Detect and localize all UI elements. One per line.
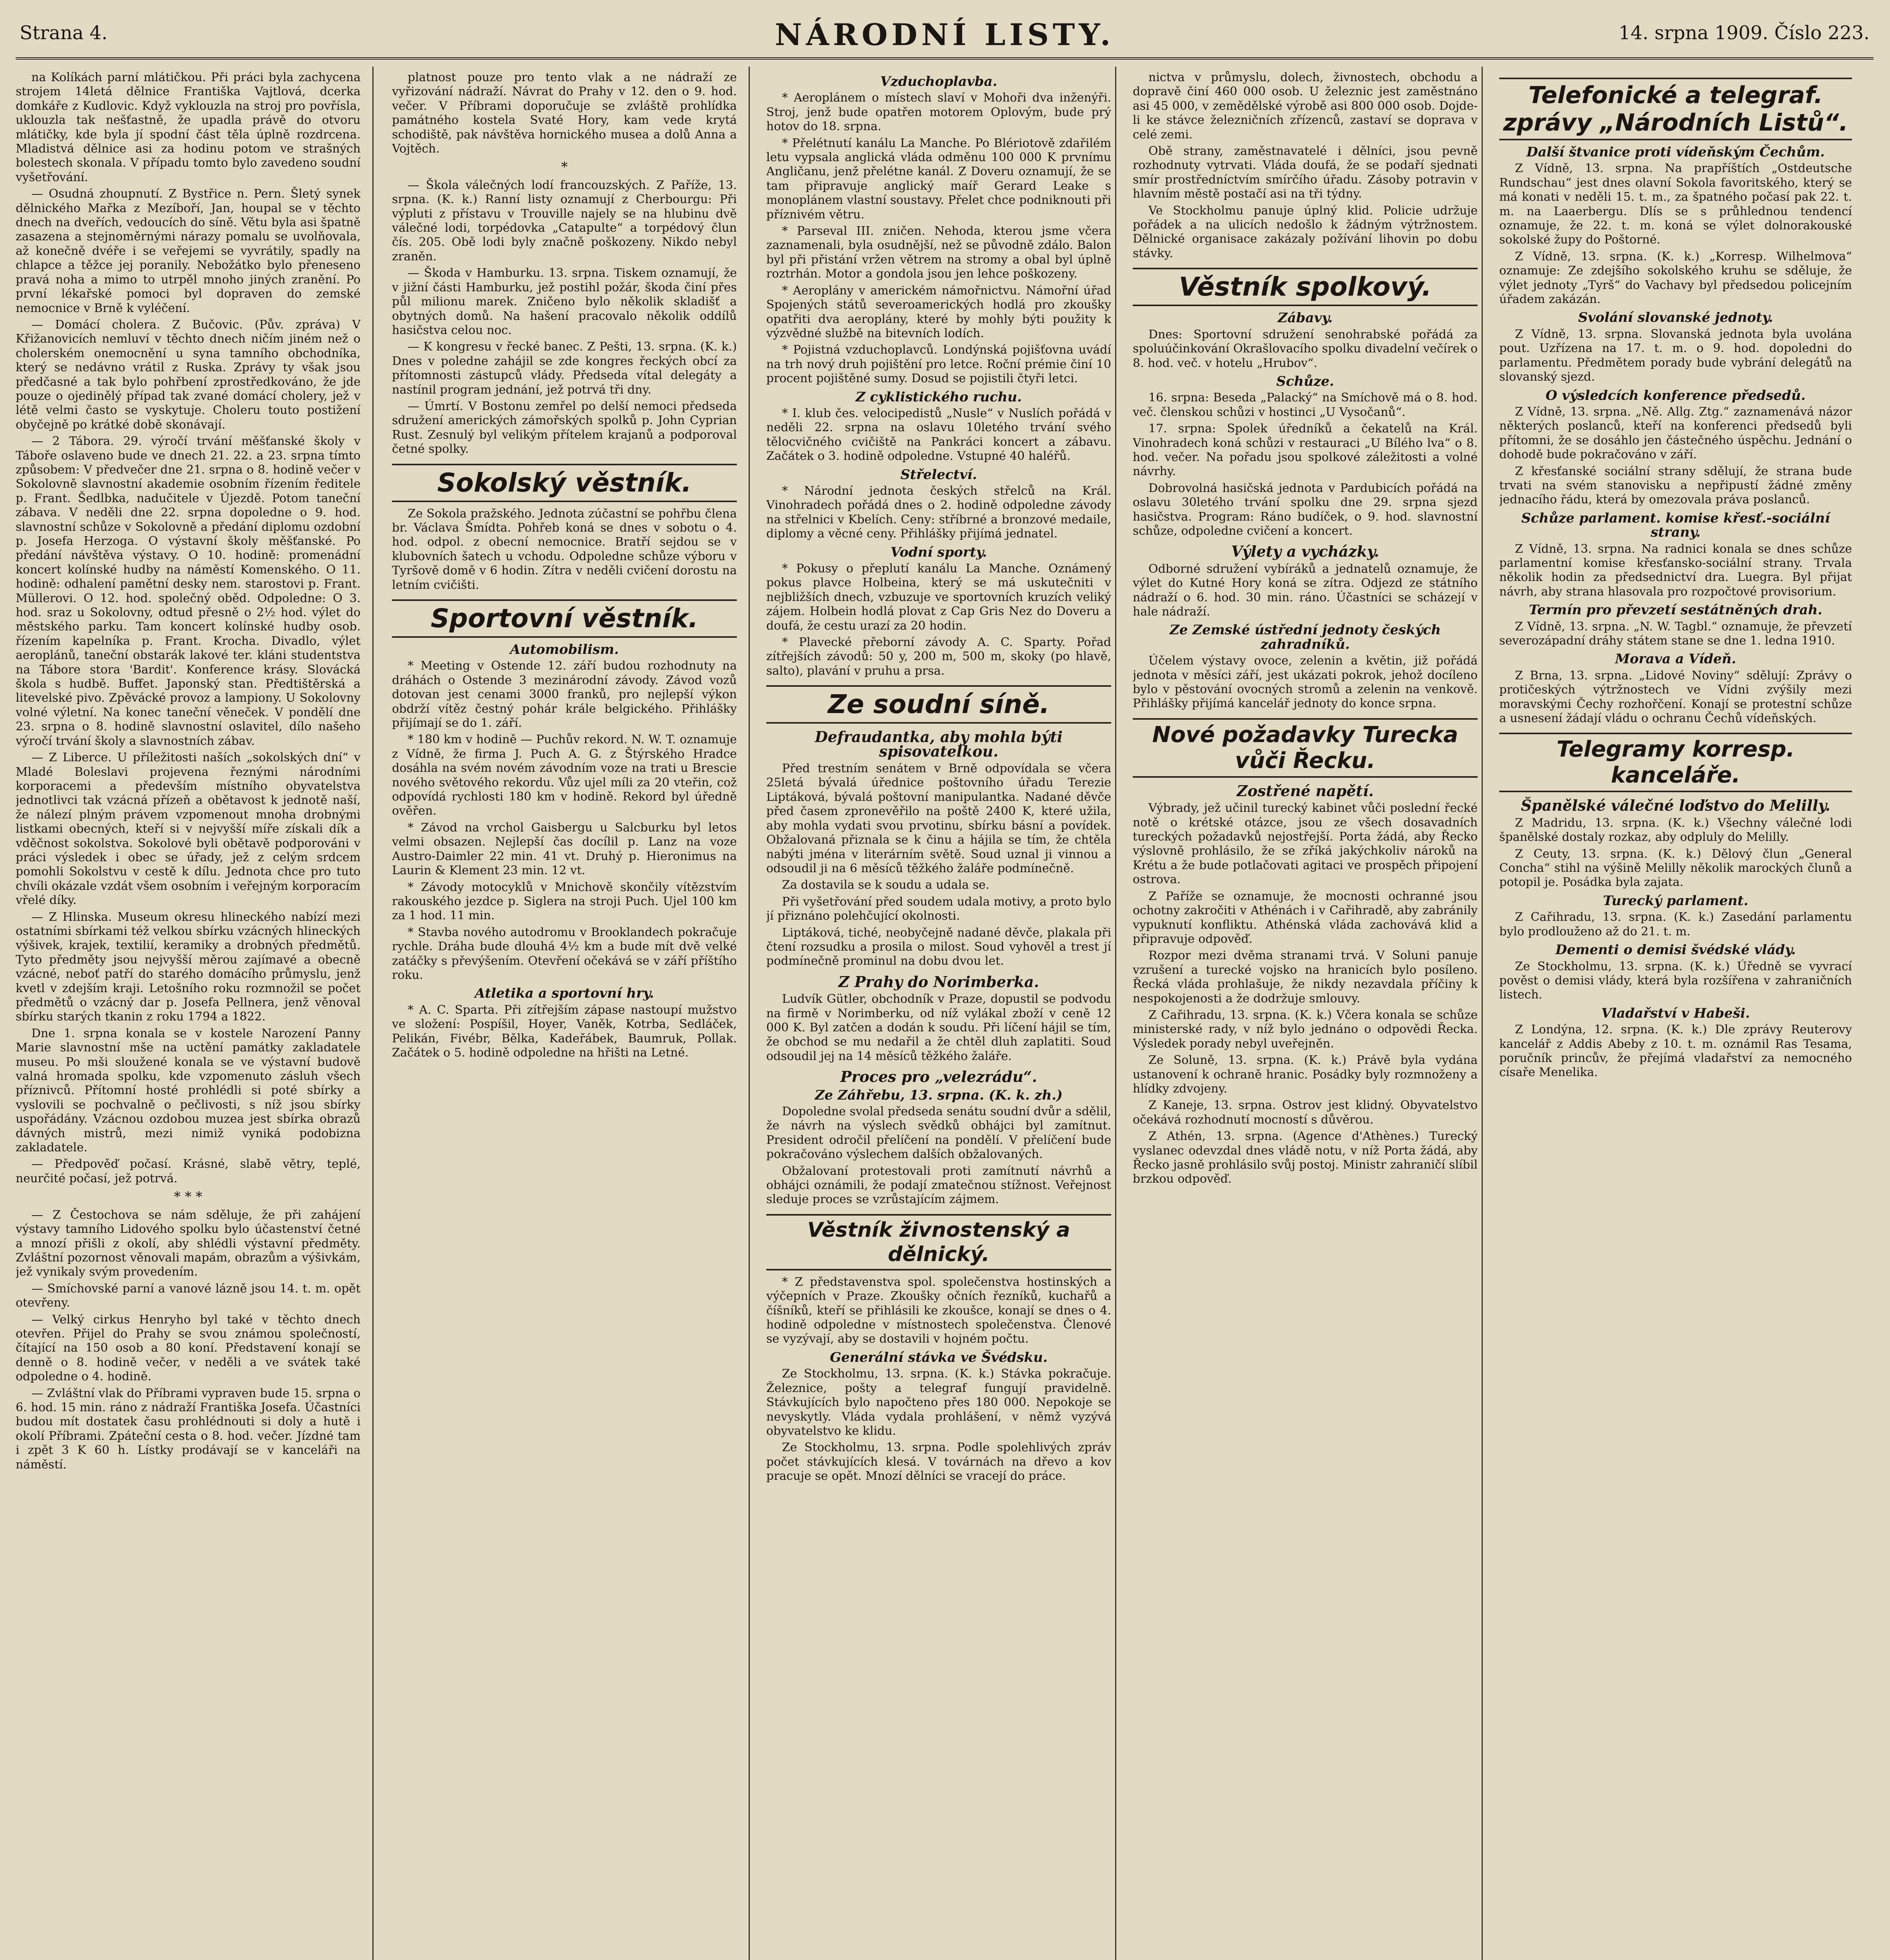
subsection-title: Atletika a sportovní hry. — [475, 985, 654, 1002]
article-paragraph: * Meeting v Ostende 12. září budou rozhodnuty na dráhách o Ostende 3 mezinárodní závody. Závod vozů dotovan jest cenami 3000 franků, pro nejlepší výkon obdrží vítěz čestný pohár krále belgického. Přihlášky přijímají se do 1. září. — [392, 659, 737, 730]
article-paragraph: Z Vídně, 13. srpna. „Ně. Allg. Ztg.“ zaznamenává názor některých poslanců, kteří na konferenci předsedů byli přítomni, že se dosáhlo jen částečného úspěchu. Jednání o dohodě bude pokračováno v září. — [1499, 405, 1852, 462]
subsection-title: Další štvanice proti vídeňským Čechům. — [1526, 144, 1825, 160]
section-title-trade: Věstník živnostenský a dělnický. — [766, 1214, 1111, 1270]
subsection-title: O výsledcích konference předsedů. — [1545, 387, 1806, 403]
column-rule — [749, 67, 750, 1960]
subsection-title: Morava a Vídeň. — [1615, 651, 1736, 667]
article-paragraph: Ze Soluně, 13. srpna. (K. k.) Právě byla vydána ustanovení k ochraně hranic. Posádky byly rozmnoženy a hlídky zdvojeny. — [1133, 1053, 1478, 1096]
column-4 — [1133, 71, 1478, 1960]
article-paragraph: * I. klub čes. velocipedistů „Nusle“ v Nuslích pořádá v neděli 22. srpna na oslavu 10letého trvání svého tělocvičného cvičiště na Pankráci koncert a zábavu. Začátek o 3. hodině odpoledne. Vstupné 40 haléřů. — [766, 406, 1111, 463]
section-divider: * — [561, 159, 568, 175]
article-paragraph: Ludvík Gütler, obchodník v Praze, dopustil se podvodu na firmě v Norimberku, od níž vylákal zboží v ceně 12 000 K. Byl zatčen a dodán k soudu. Při líčení hájil se tím, že obchod se mu nedařil a že chtěl dluh zaplatiti. Soud odsoudil jej na 14 měsíců těžkého žaláře. — [766, 992, 1111, 1063]
article-paragraph: * Stavba nového autodromu v Brooklandech pokračuje rychle. Dráha bude dlouhá 4½ km a bude mít dvě velké zatáčky s převýšením. Otevření očekává se v září příštího roku. — [392, 925, 737, 982]
subsection-title: Zábavy. — [1277, 310, 1333, 326]
article-paragraph: * Přelétnutí kanálu La Manche. Po Blériotově zdařilém letu vypsala anglická vláda odměnu 100 000 K prvnímu Angličanu, jenž přelétne kanál. Z Doveru oznamují, že se tam připravuje anglický maíř Gerard Leake s monoplánem vlastní soustavy. Přelet chce podniknouti při příznivém větru. — [766, 136, 1111, 221]
article-paragraph: 17. srpna: Spolek úředníků a čekatelů na Král. Vinohradech koná schůzi v restauraci „U Bílého lva“ o 8. hod. večer. Na pořadu jsou spolkové záležitosti a volné návrhy. — [1133, 422, 1478, 479]
article-paragraph: Z Cařihradu, 13. srpna. (K. k.) Včera konala se schůze ministerské rady, v níž bylo jednáno o odpovědi Řecka. Výsledek porady nebyl uveřejněn. — [1133, 1008, 1478, 1051]
column-rule — [1482, 67, 1483, 1960]
subsection-title: Schůze. — [1276, 373, 1334, 389]
article-paragraph: — Osudná zhoupnutí. Z Bystřice n. Pern. Šletý synek dělnického Mařka z Mezíboří, Jan, houpal se v těchto dnech na dveřích, vedoucích do síně. Větu byla asi špatně zasazena a stejnoměrnými nárazy pomalu se uvolňovala, až konečně dvéře i se veřejemi se vyvrátily, spadly na chlapce a těžce jej poranily. Nebožátko bylo přeneseno pravá noha a mimo to utrpěl mnoho jiných zranění. Po první lékařské pomoci byl dopraven do zemské nemocnice v Brně k vyléčení. — [16, 187, 361, 315]
article-paragraph: Z Vídně, 13. srpna. „N. W. Tagbl.“ oznamuje, že převzetí severozápadní dráhy státem stane se dne 1. ledna 1910. — [1499, 619, 1852, 648]
subsection-title: Generální stávka ve Švédsku. — [830, 1349, 1048, 1365]
article-paragraph: * Aeroplány v americkém námořnictvu. Námořní úřad Spojených států severoamerických hodlá pro zkoušky opatřiti dva aeroplány, které by mohly býti použity k výzvědné službě na bitevních lodích. — [766, 283, 1111, 340]
article-paragraph: Dnes: Sportovní sdružení senohrabské pořádá za spoluúčinkování Okrašlovacího spolku divadelní večírek o 8. hod. več. v hotelu „Hrubov“. — [1133, 327, 1478, 370]
issue-date: 14. srpna 1909. — [1618, 22, 1768, 44]
subsection-title: Vzduchoplavba. — [880, 74, 998, 89]
article-paragraph: Z Paříže se oznamuje, že mocnosti ochranné jsou ochotny zakročiti v Athénách i v Cařihradě, aby zabránily vypuknutí konfliktu. Athénská vláda zachovává klid a připravuje odpověď. — [1133, 889, 1478, 946]
article-paragraph: * Z představenstva spol. společenstva hostinských a výčepních v Praze. Zkoušky očních řezníků, kuchařů a číšníků, kteří se přihlásili ke zkoušce, konají se dnes o 4. hodině odpoledne v místnostech společenstva. Členové se vyzývají, aby se dostavili v hojném počtu. — [766, 1275, 1111, 1346]
article-paragraph: Z Vídně, 13. srpna. Na radnici konala se dnes schůze parlamentní komise křesťansko-sociální strany. Trvala několik hodin za předsednictví dra. Luegra. Byl přijat návrh, aby strana hlasovala pro rozpočtové provisorium. — [1499, 542, 1852, 599]
article-paragraph: — Smíchovské parní a vanové lázně jsou 14. t. m. opět otevřeny. — [16, 1281, 361, 1310]
article-paragraph: Z křesťanské sociální strany sdělují, že strana bude trvati na svém stanovisku a nepřipustí žádné změny jednacího řádu, která by omezovala práva poslanců. — [1499, 464, 1852, 507]
page-number: Strana 4. — [20, 22, 108, 44]
article-paragraph: — Škoda v Hamburku. 13. srpna. Tiskem oznamují, že v jižní části Hamburku, jež postihl požár, škoda činí přes půl milionu marek. Zničeno bylo několik skladišť a obytných domů. Na hašení pracovalo několik oddílů hasičstva celou noc. — [392, 266, 737, 337]
article-paragraph: Obžalovaní protestovali proti zamítnutí návrhů a obhájci oznámili, že podají zmatečnou stížnost. Veřejnost sleduje proces se vzrůstajícím zájmem. — [766, 1164, 1111, 1207]
article-paragraph: * Plavecké přeborní závody A. C. Sparty. Pořad zítřejších závodů: 50 y, 200 m, 500 m, skoky (po hlavě, salto), plavání v pruhu a prsa. — [766, 635, 1111, 678]
dateline: Ze Záhřebu, 13. srpna. (K. k. zh.) — [814, 1087, 1063, 1103]
article-paragraph: * Pojistná vzduchoplavců. Londýnská pojišťovna uvádí na trh nový druh pojištění pro letce. Roční prémie činí 10 procent pojištěné sumy. Dosud se pojistili čtyři letci. — [766, 343, 1111, 386]
article-paragraph: nictva v průmyslu, dolech, živnostech, obchodu a dopravě činí 460 000 osob. U železnic jest zaměstnáno asi 45 000, v zemědělské výrobě asi 800 000 osob. Dojde-li ke stávce železničních zřízenců, zastaví se doprava v celé zemi. — [1133, 71, 1478, 142]
article-paragraph: — K kongresu v řecké banec. Z Pešti, 13. srpna. (K. k.) Dnes v poledne zahájil se zde kongres řeckých obcí za přítomnosti zástupců vlády. Předseda vítal delegáty a nastínil program jednání, jež potrvá tři dny. — [392, 340, 737, 397]
article-paragraph: Výbrady, jež učinil turecký kabinet vůči poslední řecké notě o krétské otázce, jsou ze všech dosavadních tureckých požadavků nejostřejší. Porta žádá, aby Řecko výslovně prohlásilo, že se zříká jakýchkoliv nároků na Krétu a že bude potlačovati agitaci ve prospěch připojení ostrova. — [1133, 801, 1478, 887]
section-title-court: Ze soudní síně. — [766, 685, 1111, 724]
subsection-title: Svolání slovanské jednoty. — [1578, 310, 1773, 326]
article-paragraph: Z Madridu, 13. srpna. (K. k.) Všechny válečné lodi španělské dostaly rozkaz, aby odpluly do Melilly. — [1499, 816, 1852, 844]
subsection-title: Automobilism. — [510, 642, 619, 657]
section-title-clubs: Věstník spolkový. — [1133, 268, 1478, 306]
subsection-title: Ze Zemské ústřední jednoty českých zahradníků. — [1170, 622, 1441, 652]
article-paragraph: Ve Stockholmu panuje úplný klid. Policie udržuje pořádek a na ulicích nedošlo k žádným výtržnostem. Dělnické organisace zakázaly požívání lihovin po dobu stávky. — [1133, 203, 1478, 260]
subsection-title: Vladařství v Habeši. — [1601, 1005, 1750, 1021]
article-paragraph: Z Vídně, 13. srpna. Slovanská jednota byla uvolána pout. Uzřízena na 17. t. m. o 9. hod. dopoledni do parlamentu. Předmětem porady bude vybrání delegátů na slovanský sjezd. — [1499, 327, 1852, 384]
article-paragraph: Z Vídně, 13. srpna. (K. k.) „Korresp. Wilhelmova“ oznamuje: Ze zdejšího sokolského kruhu se sděluje, že výlet jednoty „Tyrš“ do Vachavy byl předsedou policejním úřadem zakázán. — [1499, 249, 1852, 307]
article-paragraph: * Závod na vrchol Gaisbergu u Salcburku byl letos velmi obsazen. Nejlepší čas docílil p. Lanz na voze Austro-Daimler 22 min. 41 vt. Druhý p. Hieronimus na Laurin & Klement 23 min. 12 vt. — [392, 820, 737, 878]
subsection-title: Turecký parlament. — [1603, 893, 1749, 909]
masthead — [16, 14, 1874, 60]
article-subheadline: Zostřené napětí. — [1237, 782, 1374, 800]
article-paragraph: Dopoledne svolal předseda senátu soudní dvůr a sdělil, že návrh na výslech svědků obhájci byl zamítnut. President odročil přelíčení na pondělí. V přelíčení bude pokračováno výslechem dalších obžalovaných. — [766, 1105, 1111, 1161]
article-paragraph: Odborné sdružení vybíráků a jednatelů oznamuje, že výlet do Kutné Hory koná se zítra. Odjezd ze státního nádraží o 6. hod. 30 min. ráno. Účastníci se scházejí v hale nádraží. — [1133, 562, 1478, 619]
subsection-title: Výlety a vycházky. — [1231, 543, 1379, 561]
newspaper-title: NÁRODNÍ LISTY. — [775, 17, 1115, 52]
article-paragraph: Z Brna, 13. srpna. „Lidové Noviny“ sdělují: Zprávy o protičeských výtržnostech ve Vídni zvýšily mezi moravskými Čechy rozhořčení. Konají se protestní schůze a usnesení žádají vládu o ochranu Čechů vídeňských. — [1499, 668, 1852, 726]
section-title-sokol: Sokolský věstník. — [392, 464, 737, 502]
column-5 — [1499, 71, 1852, 1960]
article-paragraph: Dobrovolná hasičská jednota v Pardubicích pořádá na oslavu 30letého trvání spolku dne 29. srpna sjezd hasičstva. Program: Ráno budíček, o 9. hod. slavnostní schůze, odpoledne cvičení a koncert. — [1133, 481, 1478, 538]
article-paragraph: — Velký cirkus Henryho byl také v těchto dnech otevřen. Přijel do Prahy se svou známou společností, čítající na 150 osob a 80 koní. Představení konají se denně o 8. hodině večer, v neděli a ve svátek také odpoledne o 4. hodině. — [16, 1312, 361, 1384]
subsection-title: Dementi o demisi švédské vlády. — [1555, 942, 1796, 958]
article-paragraph: Ze Stockholmu, 13. srpna. (K. k.) Stávka pokračuje. Železnice, pošty a telegraf fungují pravidelně. Stávkujících bylo napočteno přes 180 000. Nepokoje se nevyskytly. Vláda vydala prohlášení, v němž vyzývá obyvatelstvo ke klidu. — [766, 1367, 1111, 1438]
subsection-title: Vodní sporty. — [890, 544, 987, 560]
article-paragraph: Ze Sokola pražského. Jednota zúčastní se pohřbu člena br. Václava Šmídta. Pohřeb koná se dnes v sobotu o 4. hod. odpol. z obecní nemocnice. Bratří sejdou se v klubovních šatech u vchodu. Odpoledne schůze výboru v Tyršově domě v 6 hodin. Zítra v neděli cvičení dorostu na letním cvičišti. — [392, 506, 737, 592]
article-paragraph: — Škola válečných lodí francouzských. Z Paříže, 13. srpna. (K. k.) Ranní listy oznamují z Cherbourgu: Při výpluti z přístavu v Trouville najely se na hlubinu dvě válečné lodi, torpédovka „Catapulte“ a torpédový člun čís. 205. Obě lodi byly značně poškozeny. Nikdo nebyl zraněn. — [392, 178, 737, 263]
subsection-title: Střelectví. — [900, 466, 977, 483]
article-headline: Španělské válečné loďstvo do Melilly. — [1521, 797, 1830, 815]
section-title-telegrams: Telefonické a telegraf. zprávy „Národních Listů“. — [1499, 78, 1852, 140]
article-paragraph: — Z Liberce. U příležitosti naších „sokolských dní“ v Mladé Boleslavi projevena řeznými národními korporacemi a především místního obyvatelstva jednotlivci tak vzácná přízeň a obětavost k jednotě naší, že nálezí plným právem vzpomenout mnoha drobnými listkami obecných, kteří si v nejvyšší míře získali dík a vděčnost sokolstva. Sokolové byli obětavě podporováni v práci výsledek i obec se úřady, jež z celým srdcem pomohli Sokolstvu v cestě k dílu. Jednota chce pro tuto chvíli okázale vzdát všem osobním i veřejným korporacím vřelé díky. — [16, 751, 361, 907]
subsection-title: Termín pro převzetí sestátněných drah. — [1529, 602, 1823, 618]
article-paragraph: Rozpor mezi dvěma stranami trvá. V Soluni panuje vzrušení a turecké vojsko na hranicích bylo posíleno. Řecká vláda prohlašuje, že nikdy nezavdala příčiny k nespokojenosti a že dodržuje smlouvy. — [1133, 949, 1478, 1005]
article-paragraph: — Úmrtí. V Bostonu zemřel po delší nemoci předseda sdružení amerických zámořských spolků p. John Cyprian Rust. Zesnulý byl velikým přítelem krajanů a podporoval četné spolky. — [392, 399, 737, 456]
article-paragraph: * 180 km v hodině — Puchův rekord. N. W. T. oznamuje z Vídně, že firma J. Puch A. G. z Štýrského Hradce dosáhla na svém novém závodním voze na trati u Brescie nového světového rekordu. Vůz ujel míli za 20 vteřin, což odpovídá rychlosti 180 km v hodině. Rekord byl úředně ověřen. — [392, 733, 737, 818]
article-paragraph: Při vyšetřování před soudem udala motivy, a proto bylo jí přiznáno polehčující okolnosti. — [766, 895, 1111, 923]
article-paragraph: Před trestním senátem v Brně odpovídala se včera 25letá bývalá úřednice poštovního úřadu Terezie Liptáková, bývalá poštovní manipulantka. Nadané děvče před časem zpronevěřilo na poště 2400 K, které užila, aby mohla vydati svou prvotinu, sbírku básní a povídek. Obžalovaná přiznala se k činu a hájila se tím, že chtěla nabýti jména v literárním světě. Soud uznal ji vinnou a odsoudil ji na 6 měsíců těžkého žaláře podmínečně. — [766, 762, 1111, 875]
section-title-wire: Telegramy korresp. kanceláře. — [1499, 733, 1852, 792]
subsection-title: Schůze parlament. komise křesť.-sociální strany. — [1521, 510, 1830, 541]
section-title-greece: Nové požadavky Turecka vůči Řecku. — [1133, 718, 1478, 778]
article-paragraph: * Národní jednota českých střelců na Král. Vinohradech pořádá dnes o 2. hodině odpoledne závody na střelnici v Kbelích. Ceny: stříbrné a bronzové medaile, diplomy a věcné ceny. Přihlášky přijímá jednatel. — [766, 484, 1111, 541]
article-paragraph: 16. srpna: Beseda „Palacký“ na Smíchově má o 8. hod. več. členskou schůzi v hostinci „U Vysočanů“. — [1133, 391, 1478, 419]
article-paragraph: Z Cařihradu, 13. srpna. (K. k.) Zasedání parlamentu bylo prodlouženo až do 21. t. m. — [1499, 910, 1852, 938]
section-title-sport: Sportovní věstník. — [392, 599, 737, 638]
article-paragraph: — Zvláštní vlak do Příbrami vypraven bude 15. srpna o 6. hod. 15 min. ráno z nádraží Františka Josefa. Účastníci budou mít dostatek času prohlédnouti si doly a hutě i okolí Příbrami. Zpáteční cesta o 8. hod. večer. Jízdné tam i zpět 3 K 60 h. Lístky prodávají se v kanceláři na náměstí. — [16, 1386, 361, 1472]
column-1 — [16, 71, 361, 1960]
article-paragraph: Ze Stockholmu, 13. srpna. (K. k.) Úředně se vyvrací pověst o demisi vlády, která byla rozšířena v zahraničních listech. — [1499, 959, 1852, 1002]
article-paragraph: Z Ceuty, 13. srpna. (K. k.) Dělový člun „General Concha“ stihl na výšině Melilly několik marockých člunů a potopil je. Posádka byla zajata. — [1499, 847, 1852, 889]
article-paragraph: Za dostavila se k soudu a udala se. — [782, 878, 990, 892]
article-paragraph: Dne 1. srpna konala se v kostele Narození Panny Marie slavnostní mše na uctění památky zakladatele museu. Po mši sloužené konala se ve výstavní budově valná hromada spolku, kde vzpomenuto zásluh všech příznivců. Přítomní hosté prohlédli si poté sbírky a vyslovili se pochvalně o pečlivosti, s níž jsou sbírky uspořádány. Vzácnou ozdobou muzea jest sbírka obrazů dávných mistrů, mezi nimiž vyniká podobizna zakladatele. — [16, 1026, 361, 1155]
column-rule — [372, 67, 374, 1960]
article-paragraph: * Parseval III. zničen. Nehoda, kterou jsme včera zaznamenali, byla osudnější, než se původně zdálo. Balon byl při přistání vržen větrem na stromy a obal byl úplně roztrhán. Motor a gondola jsou jen lehce poškozeny. — [766, 224, 1111, 281]
column-2 — [392, 71, 737, 1960]
article-headline: Z Prahy do Norimberka. — [838, 973, 1039, 991]
article-paragraph: * Pokusy o přeplutí kanálu La Manche. Oznámený pokus plavce Holbeina, který se má uskutečniti v nejbližších dnech, vzbuzuje ve sportovních kruzích veliký zájem. Holbein hodlá plovat z Cap Gris Nez do Doveru a doufá, že cestu urazí za 20 hodin. — [766, 562, 1111, 633]
article-paragraph: * A. C. Sparta. Při zítřejším zápase nastoupí mužstvo ve složení: Pospíšil, Hoyer, Vaněk, Kotrba, Sedláček, Pelikán, Fivébr, Bělka, Kadeřábek, Baumruk, Pollak. Začátek o 5. hodině odpoledne na hřišti na Letné. — [392, 1003, 737, 1060]
article-paragraph: — Z Hlinska. Museum okresu hlineckého nabízí mezi ostatními sbírkami též velkou sbírku vzácných hlineckých výšivek, krajek, textilií, keramiky a drobných předmětů. Tyto předměty jsou nejvyšší měrou zajímavé a obecně vzácné, neboť patří do starého domácího průmyslu, jenž kvetl v zdejším kraji. Letošního roku rozmnožil se počet předmětů o vzácný dar p. Josefa Pellnera, jenž věnoval sbírku starých tkanin z roku 1794 a 1822. — [16, 910, 361, 1024]
article-paragraph: * Závody motocyklů v Mnichově skončily vítězstvím rakouského jezdce p. Siglera na stroji Puch. Ujel 100 km za 1 hod. 11 min. — [392, 880, 737, 923]
column-rule — [1115, 67, 1116, 1960]
article-headline: Proces pro „velezrádu“. — [840, 1068, 1037, 1086]
article-paragraph: — Z Čestochova se nám sděluje, že při zahájení výstavy tamního Lidového spolku bylo účastenství četné a mnozí přišli z okolí, aby shlédli výstavní předměty. Zvláštní pozornost věnovali mapám, obrazům a výšivkám, jež vynikaly svým provedením. — [16, 1208, 361, 1279]
subsection-title: Z cyklistického ruchu. — [855, 389, 1022, 405]
article-paragraph: platnost pouze pro tento vlak a ne nádraží ze vyřizování nádraží. Návrat do Prahy v 12. den o 9. hod. večer. V Příbrami doporučuje se zvláště prohlídka památného kostela Svaté Hory, kam vede krytá schodiště, pak návštěva hornického musea a dolů Anna a Vojtěch. — [392, 71, 737, 156]
article-paragraph: Účelem výstavy ovoce, zelenin a květin, již pořádá jednota v měsíci září, jest ukázati pokrok, jehož docíleno bylo v pěstování ovocných stromů a zelenin na venkově. Přihlášky přijímá kancelář jednoty do konce srpna. — [1133, 654, 1478, 711]
column-3 — [766, 71, 1111, 1960]
article-paragraph: Obě strany, zaměstnavatelé i dělníci, jsou pevně rozhodnuty vytrvati. Vláda doufá, že se podaří sjednati smír prostředníctvím smírčího úřadu. Zásoby potravin v hlavním městě postačí asi na tři týdny. — [1133, 144, 1478, 201]
article-paragraph: Z Kaneje, 13. srpna. Ostrov jest klidný. Obyvatelstvo očekává rozhodnutí mocností s důvěrou. — [1133, 1098, 1478, 1127]
article-paragraph: Z Londýna, 12. srpna. (K. k.) Dle zprávy Reuterovy kancelář z Addis Abeby z 10. t. m. oznámil Ras Tesama, poručník princův, že přejímá vladařství za nemocného císaře Menelika. — [1499, 1023, 1852, 1080]
article-paragraph: — Domácí cholera. Z Bučovic. (Pův. zpráva) V Křižanovicích nemluví v těchto dnech ničím jiném než o cholerském onemocnění u syna tamního obchodníka, který se nedávno vrátil z Ruska. Zprávy ty však jsou předčasné a tak bylo pohřbení zprostředkováno, že jde pouze o ojedinělý případ tak zvané domácí cholery, jež v létě velmi často se vyskytuje. Choleru touto postižení obyčejně po krátké době skonávají. — [16, 318, 361, 432]
article-paragraph: Z Athén, 13. srpna. (Agence d'Athènes.) Turecký vyslanec odevzdal dnes vládě notu, v níž Porta žádá, aby Řecko jasně prohlásilo svůj postoj. Ministr zahraničí slíbil brzkou odpověď. — [1133, 1129, 1478, 1186]
article-headline: Defraudantka, aby mohla býti spisovatelkou. — [814, 728, 1063, 760]
issue-number: Číslo 223. — [1774, 22, 1870, 44]
article-paragraph: Liptáková, tiché, neobyčejně nadané děvče, plakala při čtení rozsudku a prosila o milost. Soud vyhověl a trest jí podmínečně prominul na dobu dvou let. — [766, 926, 1111, 968]
date-issue — [1619, 22, 1870, 44]
article-paragraph: na Kolíkách parní mlátičkou. Při práci byla zachycena strojem 14letá dělnice Františka Vajtlová, dcerka domkáře z Kudlovic. Když vyklouzla na stroj pro povřísla, uklouzla tak nešťastně, že upadla právě do otvoru mlátičky, kde byla jí spodní část těla úplně rozdrcena. Mladistvá dělnice asi za hodinu potom ve strašných bolestech skonala. V případu tomto bylo zavedeno soudní vyšetřování. — [16, 71, 361, 184]
article-paragraph: Z Vídně, 13. srpna. Na prapříštích „Ostdeutsche Rundschau“ jest dnes olavní Sokola favoritského, který se má konati v neděli 15. t. m., za špatného počasí pak 22. t. m. na Laaerbergu. Dlís se s průhlednou tendencí oznamuje, že 22. t. m. koná se výlet dolnorakouské sokolské župy do Poštorné. — [1499, 162, 1852, 247]
article-paragraph: * Aeroplánem o místech slaví v Mohoři dva inženýři. Stroj, jenž bude opatřen motorem Oplovým, bude prý hotov do 18. srpna. — [766, 91, 1111, 134]
section-divider: * * * — [174, 1189, 203, 1205]
article-paragraph: — 2 Tábora. 29. výročí trvání měšťanské školy v Táboře oslaveno bude ve dnech 21. 22. a 23. srpna tímto způsobem: V předvečer dne 21. srpna o 8. hodině večer v Sokolovně slavnostní akademie osobním řízením ředitele p. Frant. Šedlbka, nadučitele v Újezdě. Potom taneční zábava. V neděli dne 22. srpna dopoledne o 9. hod. slavnostní schůze v Sokolovně a předání diplomu ozdobní p. Josefa Herzoga. O výstavní školy měšťanské. Po předání návštěva výstavy. O 10. hodině: promenádní koncert kolínské hudby na náměstí Komenského. O 11. hodině: odhalení pamětní desky nem. starostovi p. Frant. Müllerovi. O 12. hod. společný oběd. Odpoledne: O 3. hod. sraz u Sokolovny, odtud přesně o 2½ hod. výlet do městského parku. Tam koncert kolínské hudby osob. řízením kapelníka p. Frant. Krocha. Divadlo, výlet aeroplánů, taneční obstarák lakové ter. kláni studentstva na Tábore stora 'Bardit'. Konference krásy. Slovácká škola s hudbě. Buffet. Japonský stan. Předtištěrská a litevelské pivo. Zpěvácké provoz a lampiony. U Sokolovny volné výletní. Na konec taneční věneček. V pondělí dne 23. srpna o 8. hodině slavnostní oslavitel, dílo našeho výročí trvání školy a slavnostních zábav. — [16, 434, 361, 748]
article-paragraph: Ze Stockholmu, 13. srpna. Podle spolehlivých zpráv počet stávkujících klesá. V továrnách na dřevo a kov pracuje se opět. Mnozí dělníci se vracejí do práce. — [766, 1441, 1111, 1483]
article-paragraph: — Předpověď počasí. Krásné, slabě větry, teplé, neurčité počasí, jež potrvá. — [16, 1157, 361, 1185]
